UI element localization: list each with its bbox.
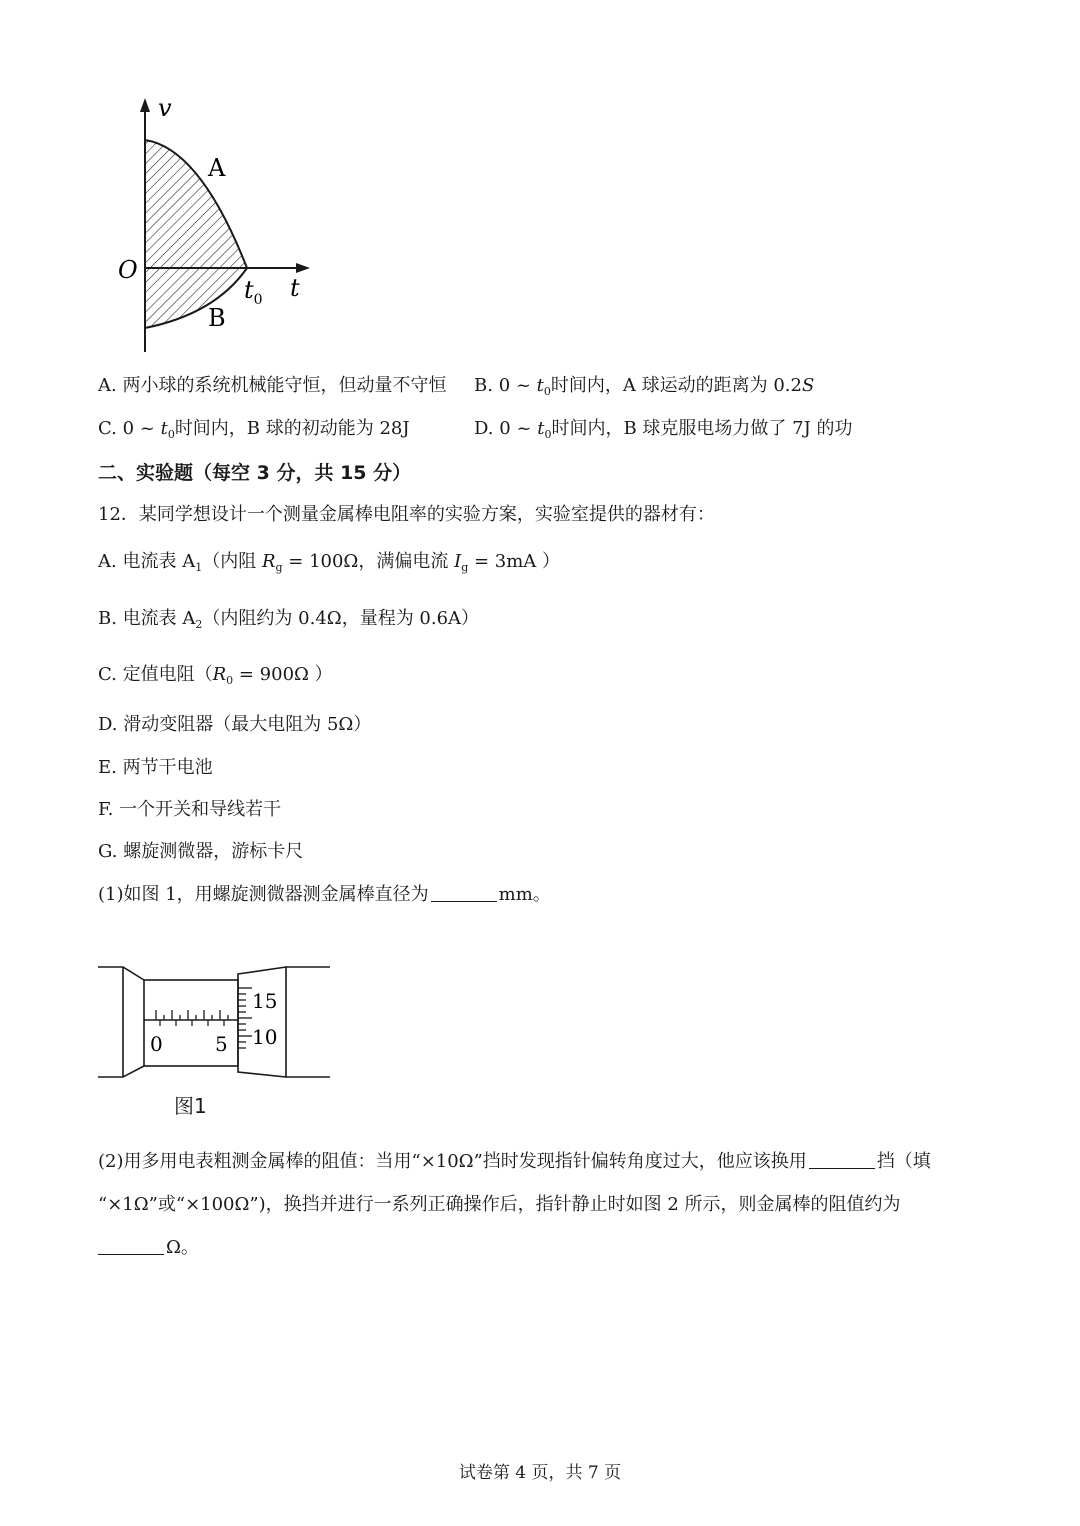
page-footer: 试卷第 4 页，共 7 页 — [458, 1463, 622, 1483]
micrometer-thimble — [238, 967, 286, 1077]
q11-option-a: A. 两小球的系统机械能守恒，但动量不守恒 — [98, 375, 447, 396]
thimble-ticks — [238, 988, 252, 1048]
equip-a: A. 电流表 $A_1$（内阻 $R_g = 100\Omega$，满偏电流 $I_g = 3mA$ ） — [98, 551, 561, 574]
micrometer-figure — [96, 960, 336, 1090]
q12-part2-line1: (2)用多用电表粗测金属棒的阻值：当用“×10Ω”挡时发现指针偏转角度过大，他应该换用 挡（填 — [98, 1151, 931, 1172]
equip-g: G. 螺旋测微器，游标卡尺 — [98, 841, 304, 862]
t0-label: $t_0$ — [244, 276, 263, 308]
q11-option-c: C. 0 ~ $t_0$时间内，B 球的初动能为 28J — [98, 418, 410, 441]
q11-option-d: D. 0 ~ $t_0$时间内，B 球克服电场力做了 7J 的功 — [474, 418, 853, 441]
sleeve-label-5: 5 — [215, 1032, 228, 1056]
thimble-label-15: 15 — [252, 989, 278, 1013]
figure1-caption: 图1 — [174, 1094, 207, 1118]
q11-option-b: B. 0 ~ $t_0$时间内，A 球运动的距离为 0.2S — [474, 375, 815, 398]
equip-f: F. 一个开关和导线若干 — [98, 799, 282, 820]
curve-a-label: A — [208, 154, 226, 182]
equip-e: E. 两节干电池 — [98, 757, 213, 778]
answer-blank-3 — [98, 1238, 164, 1255]
q12-part2-line3: Ω。 — [98, 1236, 199, 1260]
section-title: 二、实验题（每空 3 分，共 15 分） — [98, 462, 412, 484]
curve-b-label: B — [208, 304, 226, 332]
micrometer-frame-left — [98, 967, 144, 1077]
micrometer-frame-right — [286, 967, 330, 1077]
equip-b: B. 电流表 $A_2$（内阻约为 0.4Ω，量程为 0.6A） — [98, 608, 480, 631]
v-label: v — [158, 94, 172, 122]
answer-blank-2 — [809, 1152, 875, 1169]
t-label: t — [290, 274, 300, 302]
curve-b-area — [145, 268, 247, 328]
thimble-label-10: 10 — [252, 1025, 278, 1049]
equip-d: D. 滑动变阻器（最大电阻为 5Ω） — [98, 714, 372, 735]
origin-label: O — [118, 256, 138, 284]
answer-blank-1 — [431, 885, 497, 902]
v-axis-arrow — [140, 98, 150, 112]
sleeve-ticks — [156, 1010, 228, 1026]
q12-part2-line2: “×1Ω”或“×100Ω”)，换挡并进行一系列正确操作后，指针静止时如图 2 所示，则金属棒的阻值约为 — [98, 1194, 901, 1215]
q12-part1: (1)如图 1，用螺旋测微器测金属棒直径为 mm。 — [98, 884, 551, 905]
t-axis-arrow — [296, 263, 310, 273]
sleeve-label-0: 0 — [150, 1032, 163, 1056]
q12-stem: 12．某同学想设计一个测量金属棒电阻率的实验方案，实验室提供的器材有： — [98, 504, 715, 525]
vt-graph — [100, 90, 330, 360]
equip-c: C. 定值电阻（$R_0 = 900\Omega$ ） — [98, 664, 333, 687]
curve-a-area — [145, 140, 247, 268]
